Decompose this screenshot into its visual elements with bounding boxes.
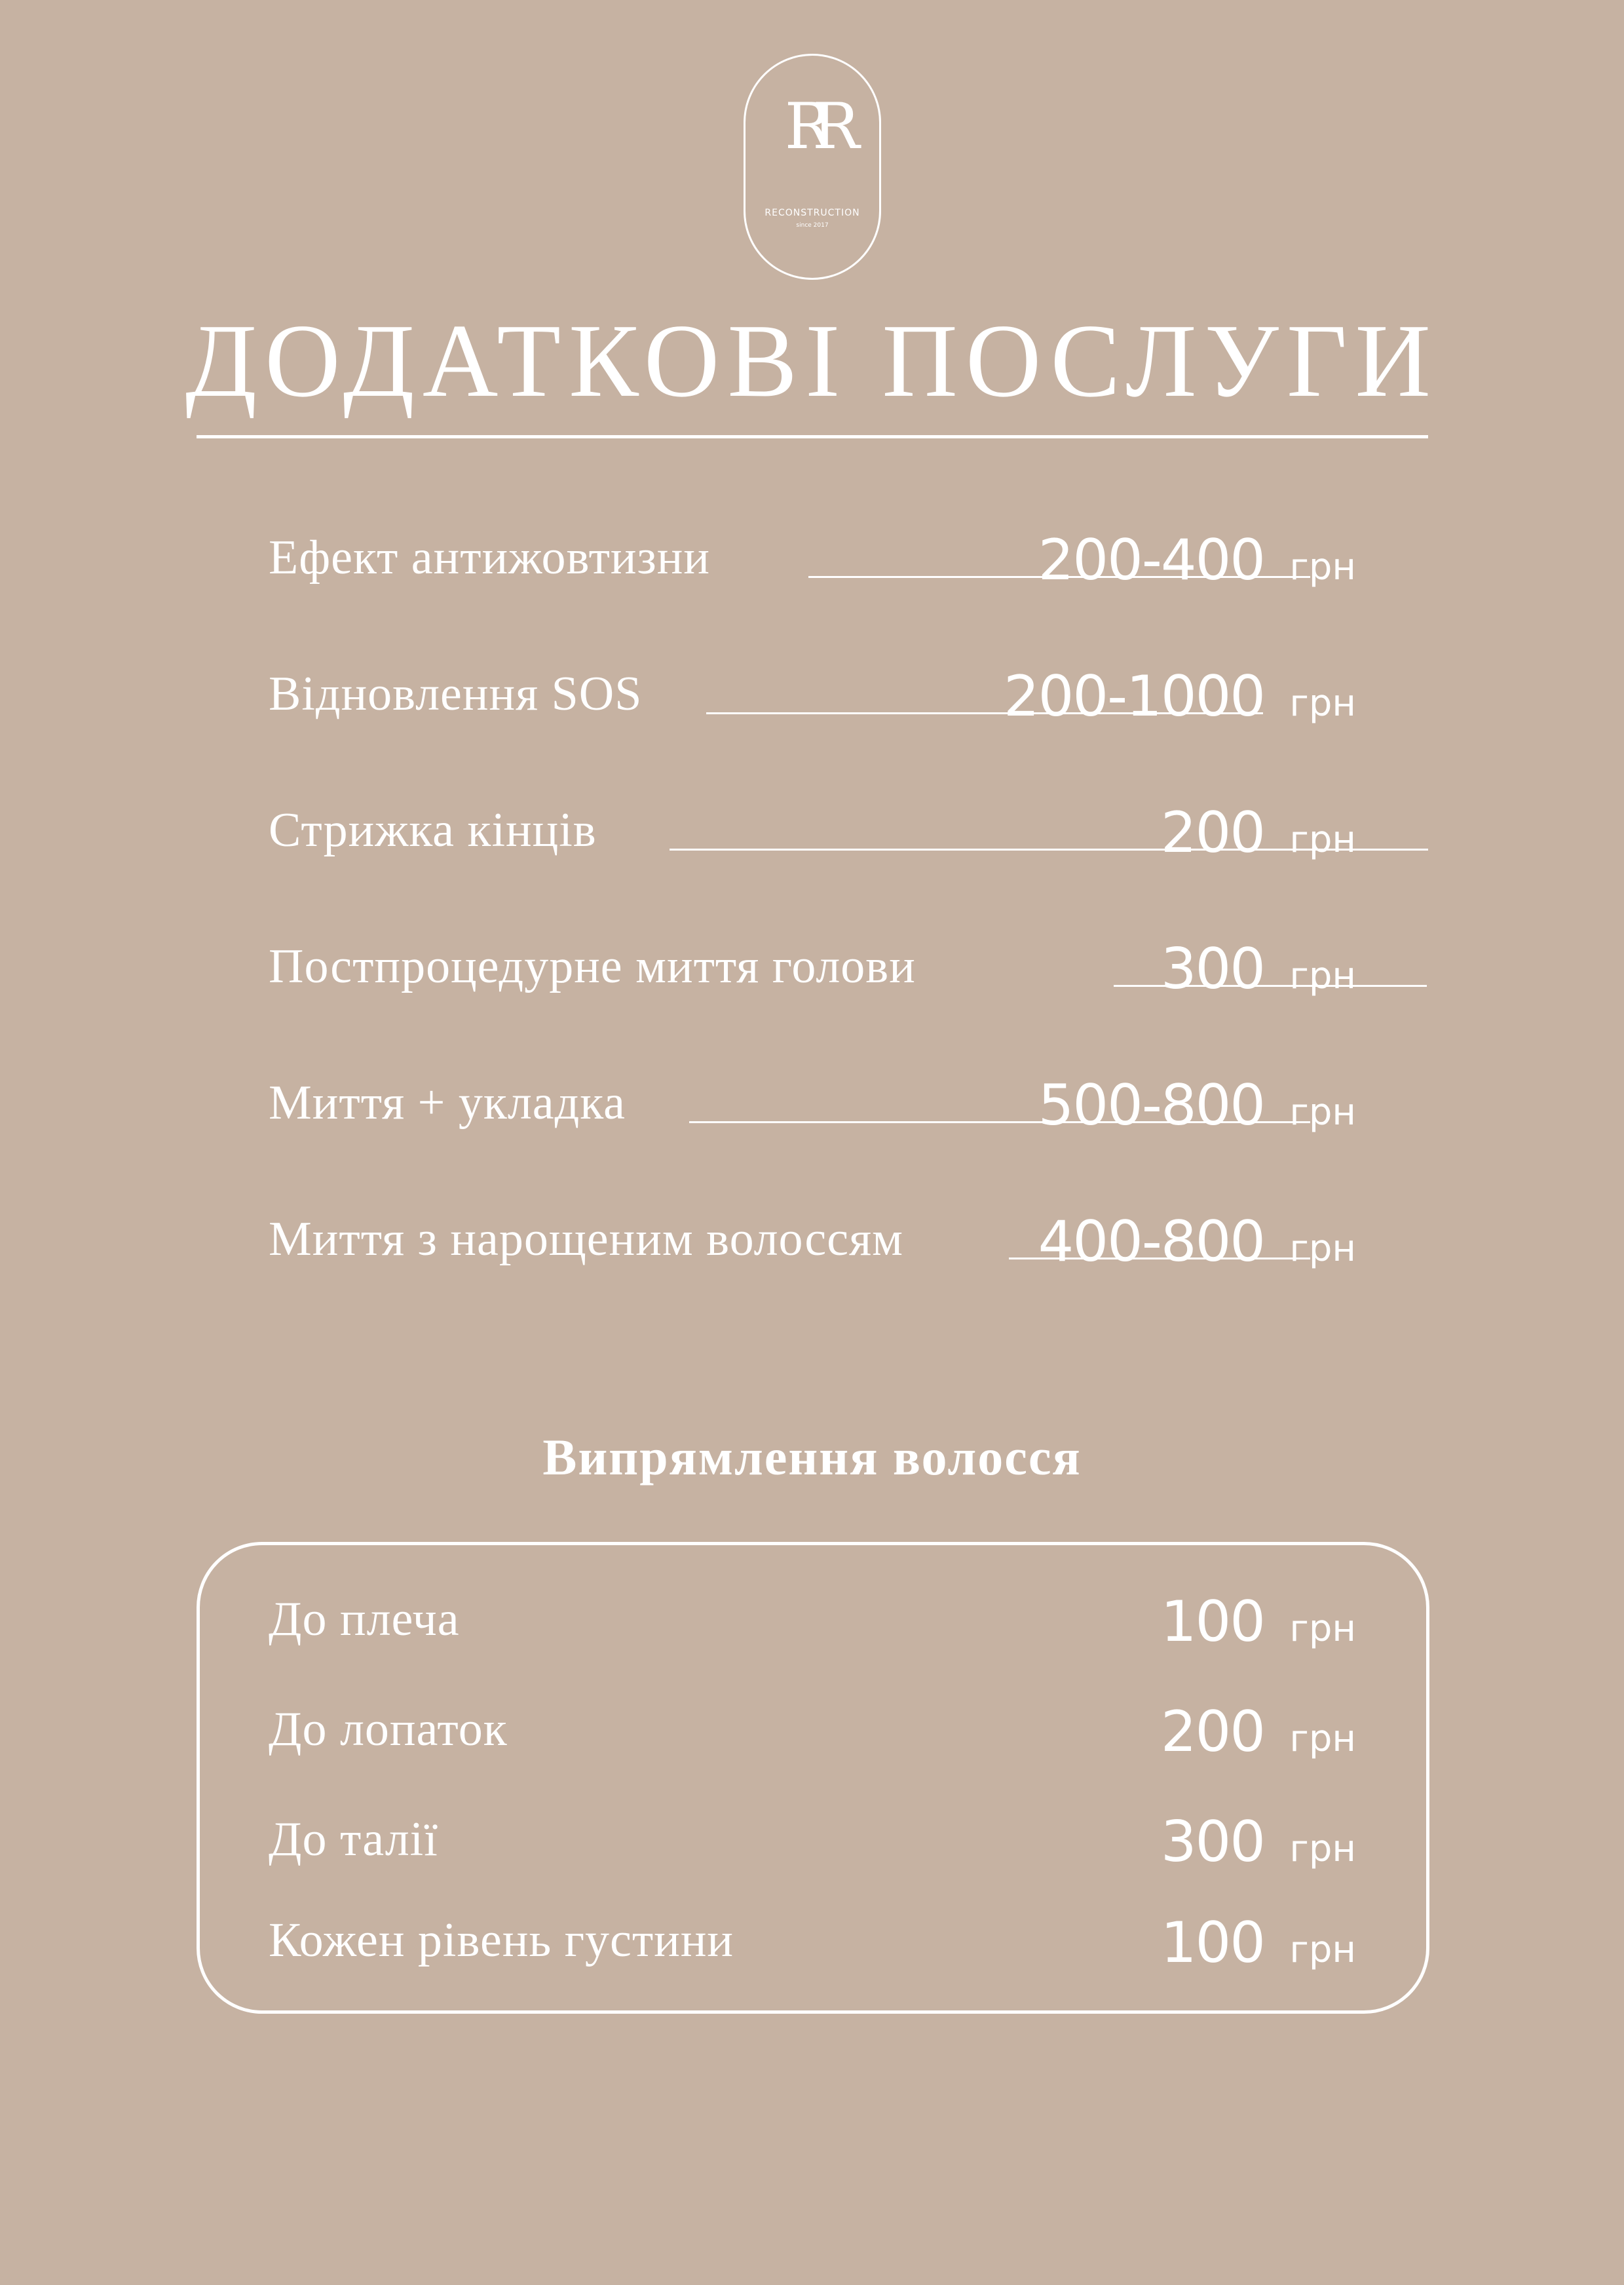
service-price: 300 (1160, 936, 1264, 1002)
service-price: 400-800 (1038, 1209, 1264, 1275)
logo-monogram: RR (784, 90, 840, 163)
price-unit: грн (1289, 1929, 1356, 1971)
service-name: Миття + укладка (269, 1076, 626, 1130)
service-name: Відновлення SOS (269, 667, 643, 721)
service-name: Ефект антижовтизни (269, 531, 710, 585)
straightening-name: Кожен рівень густини (269, 1913, 734, 1967)
title-underline (197, 435, 1428, 438)
price-unit: грн (1289, 1718, 1356, 1760)
price-unit: грн (1289, 818, 1356, 861)
brand-logo (744, 54, 881, 280)
service-price: 500-800 (1038, 1073, 1264, 1138)
straightening-row (269, 1900, 1356, 1979)
straightening-price: 100 (1160, 1910, 1264, 1976)
straightening-price: 300 (1160, 1809, 1264, 1875)
service-row (269, 790, 1356, 869)
price-unit: грн (1289, 546, 1356, 588)
straightening-row (269, 1799, 1356, 1878)
straightening-name: До лопаток (269, 1702, 508, 1756)
straightening-price: 100 (1160, 1589, 1264, 1655)
service-price: 200 (1160, 800, 1264, 866)
service-row (269, 927, 1356, 1005)
service-row (269, 518, 1356, 596)
service-name: Постпроцедурне миття голови (269, 940, 916, 993)
service-row (269, 1199, 1356, 1278)
service-price: 200-1000 (1003, 664, 1264, 729)
service-row (269, 654, 1356, 733)
service-price: 200-400 (1038, 528, 1264, 593)
price-unit: грн (1289, 1091, 1356, 1134)
price-unit: грн (1289, 682, 1356, 725)
page-title: ДОДАТКОВІ ПОСЛУГИ (185, 302, 1439, 419)
straightening-name: До плеча (269, 1592, 460, 1646)
price-unit: грн (1289, 1828, 1356, 1870)
logo-brand-name: RECONSTRUCTION (765, 208, 860, 218)
section-title: Випрямлення волосся (542, 1429, 1082, 1486)
price-unit: грн (1289, 1607, 1356, 1650)
service-name: Миття з нарощеним волоссям (269, 1212, 903, 1266)
straightening-price: 200 (1160, 1699, 1264, 1765)
straightening-name: До талії (269, 1813, 438, 1866)
service-name: Стрижка кінців (269, 803, 597, 857)
straightening-row (269, 1689, 1356, 1768)
price-unit: грн (1289, 1227, 1356, 1270)
service-row (269, 1063, 1356, 1142)
straightening-row (269, 1579, 1356, 1658)
logo-since: since 2017 (796, 222, 829, 229)
price-unit: грн (1289, 955, 1356, 997)
